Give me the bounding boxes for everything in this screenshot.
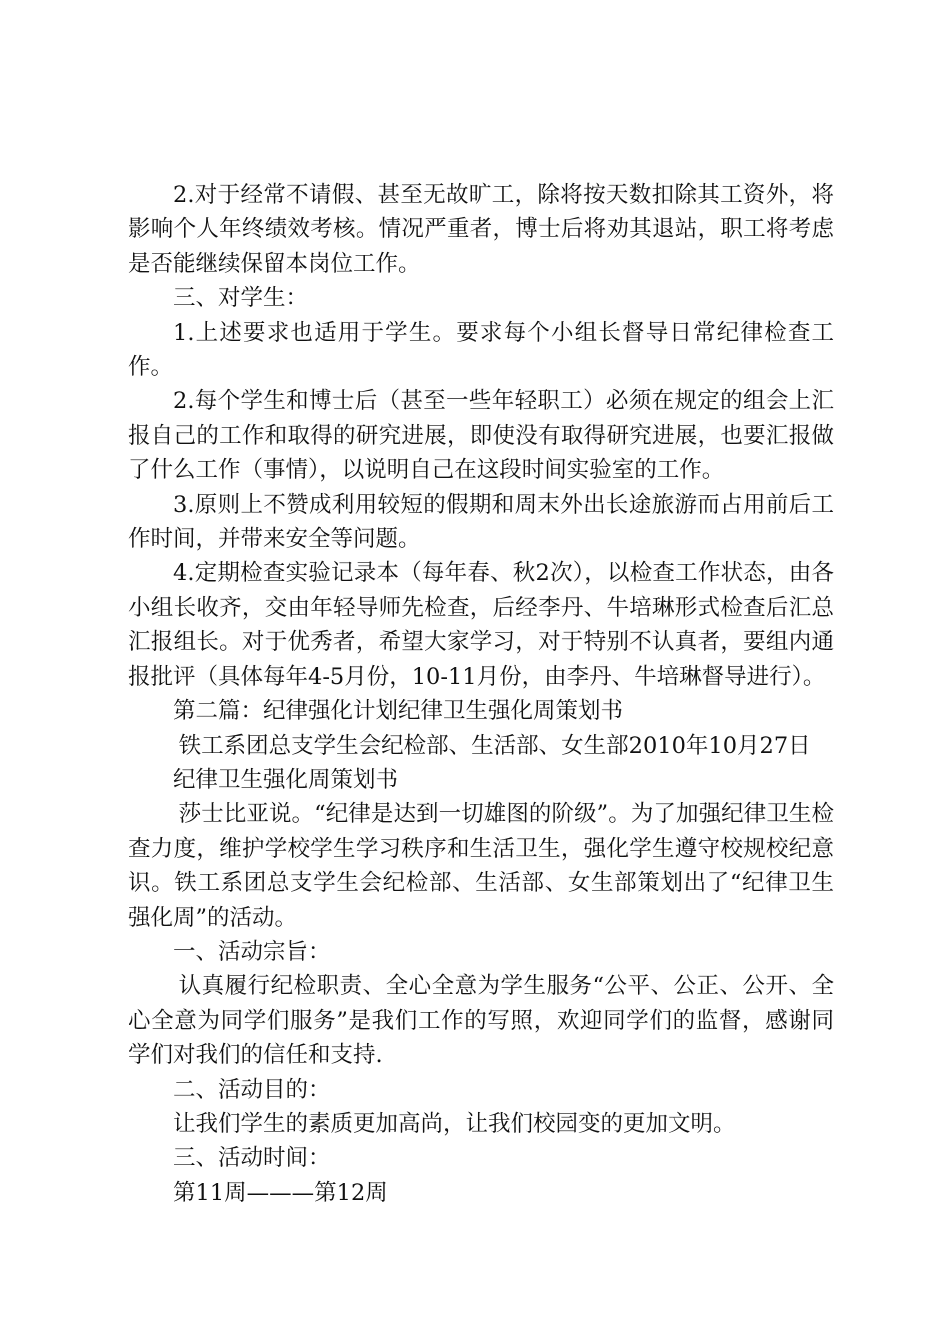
paragraph-purpose: 认真履行纪检职责、全心全意为学生服务“公平、公正、公开、全心全意为同学们服务”是我们工作的写照，欢迎同学们的监督，感谢同学们对我们的信任和支持. <box>128 973 834 1069</box>
paragraph-rule-1: 1.上述要求也适用于学生。要求每个小组长督导日常纪律检查工作。 <box>128 319 834 381</box>
heading-goal: 二、活动目的： <box>173 1076 331 1103</box>
heading-for-students: 三、对学生： <box>173 285 309 312</box>
plan-title: 纪律卫生强化周策划书 <box>173 766 399 793</box>
paragraph-rule-3: 3.原则上不赞成利用较短的假期和周末外出长途旅游而占用前后工作时间，并带来安全等问题。 <box>128 491 834 553</box>
section-title-part-two: 第二篇：纪律强化计划纪律卫生强化周策划书 <box>173 698 624 725</box>
document-page <box>128 178 834 1210</box>
paragraph-rule-2: 2.每个学生和博士后（甚至一些年轻职工）必须在规定的组会上汇报自己的工作和取得的研究进展，即使没有取得研究进展，也要汇报做了什么工作（事情），以说明自己在这段时间实验室的工作。 <box>128 388 834 484</box>
paragraph-author-date: 铁工系团总支学生会纪检部、生活部、女生部2010年10月27日 <box>178 732 811 759</box>
paragraph-introduction: 莎士比亚说。“纪律是达到一切雄图的阶级”。为了加强纪律卫生检查力度，维护学校学生学习秩序和生活卫生，强化学生遵守校规校纪意识。铁工系团总支学生会纪检部、生活部、女生部策划出了“纪律卫生强化周”的活动。 <box>128 801 834 931</box>
paragraph-goal: 让我们学生的素质更加高尚，让我们校园变的更加文明。 <box>173 1110 736 1137</box>
paragraph-rule-4: 4.定期检查实验记录本（每年春、秋2次），以检查工作状态，由各小组长收齐，交由年轻导师先检查，后经李丹、牛培琳形式检查后汇总汇报组长。对于优秀者，希望大家学习，对于特别不认真者，要组内通报批评（具体每年4-5月份，10-11月份，由李丹、牛培琳督导进行）。 <box>128 560 834 690</box>
paragraph-time: 第11周———第12周 <box>173 1179 388 1206</box>
heading-purpose: 一、活动宗旨： <box>173 938 331 965</box>
paragraph-absence-penalty: 2.对于经常不请假、甚至无故旷工，除将按天数扣除其工资外，将影响个人年终绩效考核。情况严重者，博士后将劝其退站，职工将考虑是否能继续保留本岗位工作。 <box>128 182 834 277</box>
heading-time: 三、活动时间： <box>173 1145 331 1172</box>
